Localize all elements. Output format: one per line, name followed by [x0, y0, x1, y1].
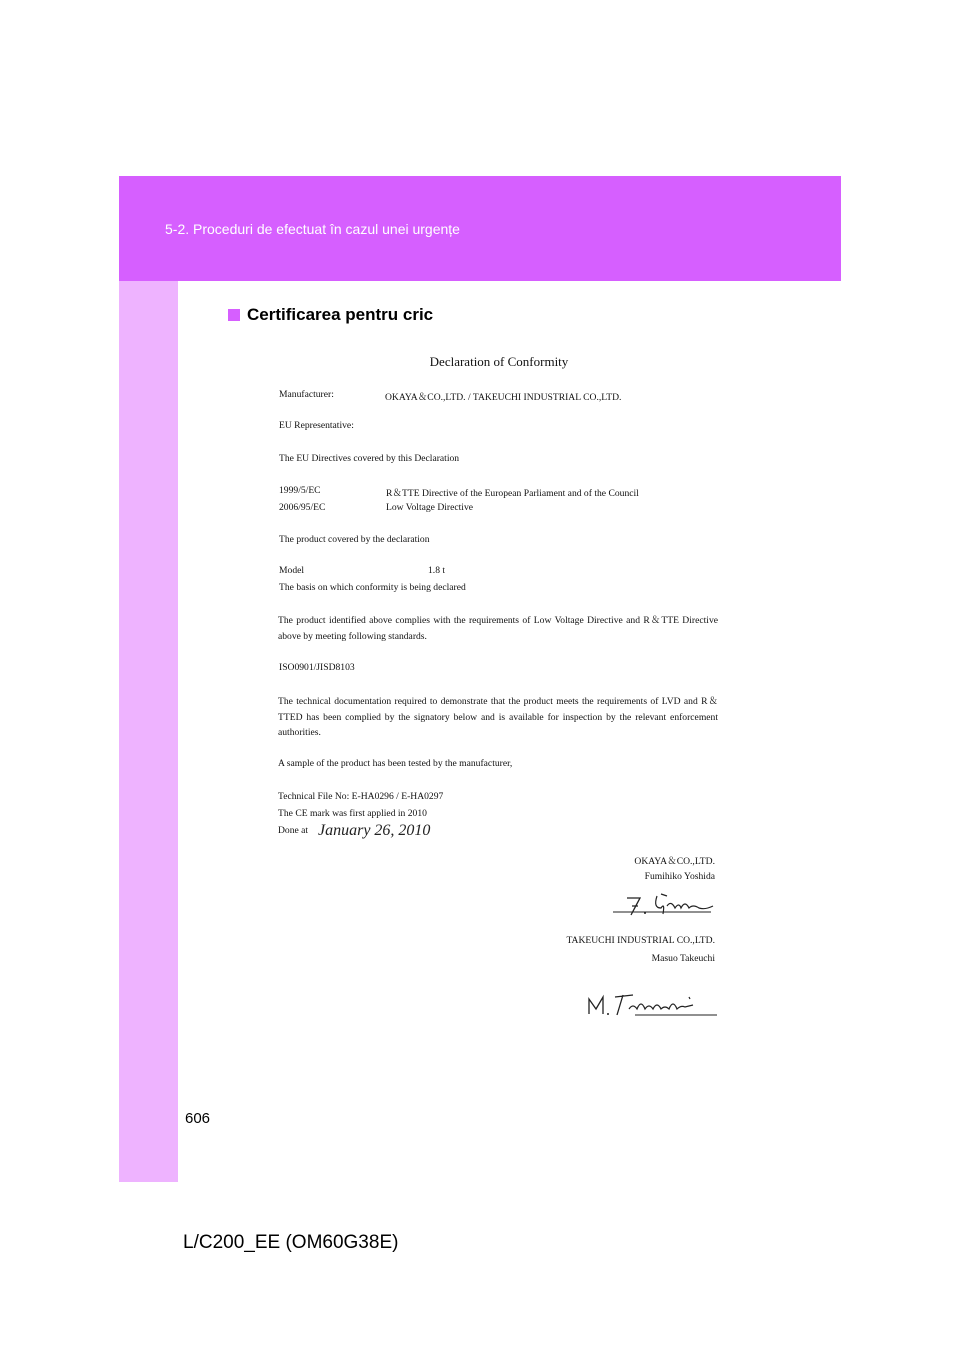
directive-desc: Low Voltage Directive	[386, 502, 474, 513]
square-bullet-icon	[228, 309, 240, 321]
model-value: 1.8 t	[428, 565, 446, 576]
section-breadcrumb: 5-2. Proceduri de efectuat în cazul unei urgențe	[165, 221, 460, 237]
done-at-date: January 26, 2010	[318, 822, 431, 839]
done-at-label: Done at	[278, 825, 309, 836]
basis-heading: The basis on which conformity is being declared	[279, 582, 466, 593]
manufacturer-label: Manufacturer:	[279, 389, 334, 400]
directive-code: 2006/95/EC	[279, 502, 326, 513]
ce-mark: The CE mark was first applied in 2010	[278, 808, 427, 819]
section-heading	[228, 305, 433, 325]
sample-text: A sample of the product has been tested by the manufacturer,	[278, 758, 513, 769]
section-heading-text: Certificarea pentru cric	[247, 305, 434, 324]
page-number: 606	[185, 1110, 211, 1127]
eu-representative-label: EU Representative:	[279, 420, 354, 431]
directives-heading: The EU Directives covered by this Declaration	[279, 453, 460, 464]
model-label: Model	[279, 565, 305, 576]
directive-code: 1999/5/EC	[279, 485, 321, 496]
signatory-1-company: OKAYA＆CO.,LTD.	[634, 856, 715, 867]
side-strip	[119, 281, 178, 1182]
compliance-text: The product identified above complies with the requirements of Low Voltage Directive and R＆TTE Directive above by meeting following standards.	[278, 615, 718, 642]
footer-code: L/C200_EE (OM60G38E)	[183, 1232, 399, 1253]
product-heading: The product covered by the declaration	[279, 534, 430, 545]
technical-file: Technical File No: E-HA0296 / E-HA0297	[278, 791, 444, 802]
signature-2-icon	[585, 987, 725, 1021]
manufacturer-value: OKAYA＆CO.,LTD. / TAKEUCHI INDUSTRIAL CO.,LTD.	[385, 392, 622, 403]
signature-1-icon	[595, 888, 725, 920]
directive-desc: R＆TTE Directive of the European Parliament and of the Council	[386, 488, 639, 499]
signatory-2-company: TAKEUCHI INDUSTRIAL CO.,LTD.	[566, 935, 715, 946]
signatory-2-name: Masuo Takeuchi	[651, 953, 715, 964]
signatory-1-name: Fumihiko Yoshida	[644, 871, 715, 882]
declaration-title: Declaration of Conformity	[429, 354, 569, 369]
documentation-text: The technical documentation required to demonstrate that the product meets the requirements of LVD and R＆TTED has been complied by the signatory below and is available for inspection by the relevant enforcement authorities.	[278, 696, 718, 738]
standard: ISO0901/JISD8103	[279, 662, 355, 673]
